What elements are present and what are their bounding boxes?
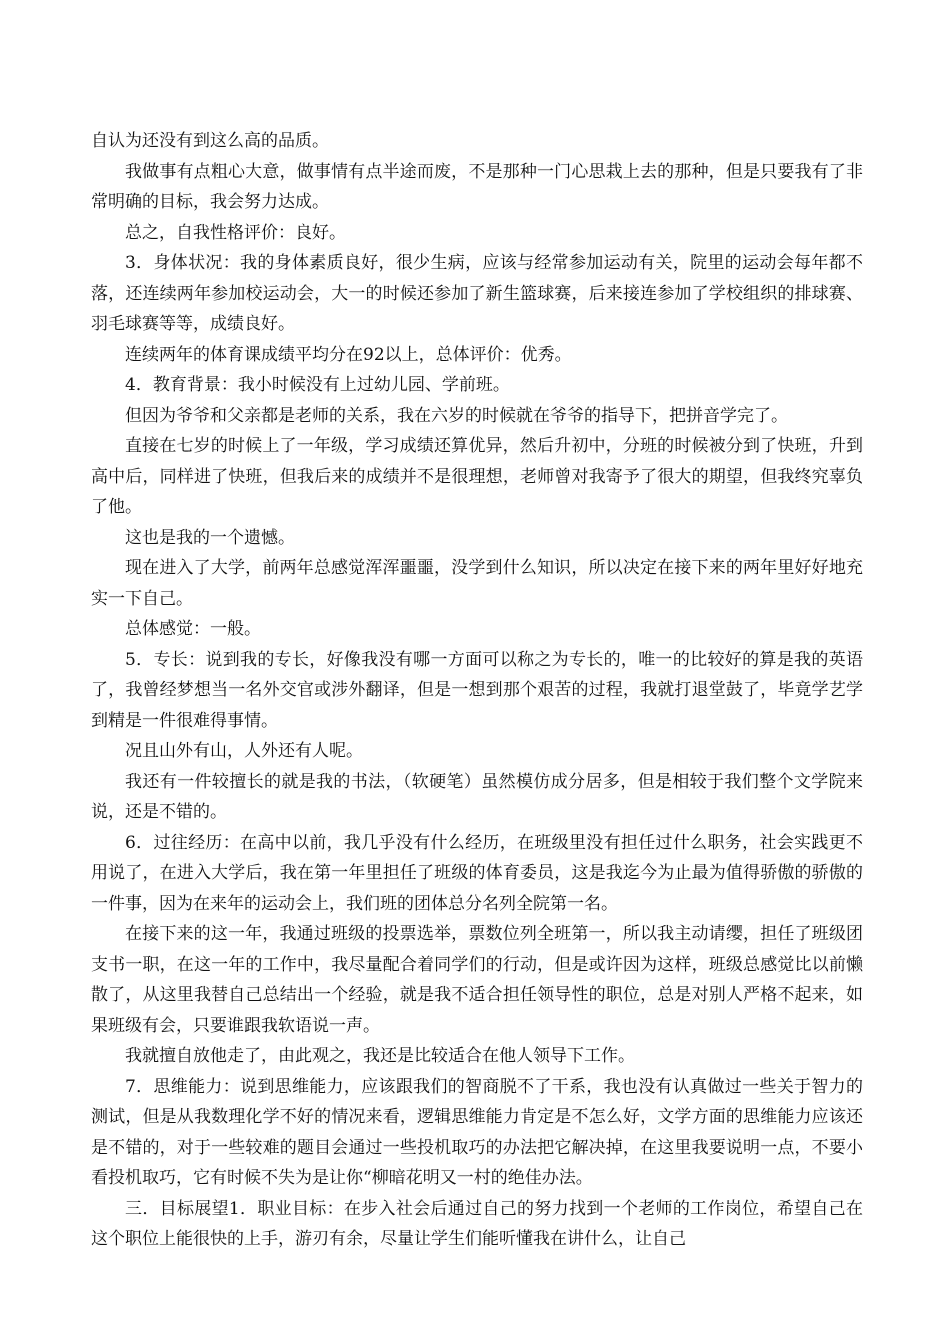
paragraph-19: 三．目标展望1．职业目标：在步入社会后通过自己的努力找到一个老师的工作岗位，希望自己在这个职位上能很快的上手，游刃有余，尽量让学生们能听懂我在讲什么，让自己	[91, 1198, 863, 1249]
paragraph-4: 3．身体状况：我的身体素质良好，很少生病，应该与经常参加运动有关，院里的运动会每年都不落，还连续两年参加校运动会，大一的时候还参加了新生篮球赛，后来接连参加了学校组织的排球赛、羽毛球赛等等，成绩良好。	[91, 253, 863, 334]
paragraph-10: 现在进入了大学，前两年总感觉浑浑噩噩，没学到什么知识，所以决定在接下来的两年里好好地充实一下自己。	[91, 558, 863, 609]
paragraph-13: 况且山外有山，人外还有人呢。	[125, 741, 363, 761]
paragraph-5: 连续两年的体育课成绩平均分在92以上，总体评价：优秀。	[125, 344, 572, 365]
paragraph-11: 总体感觉：一般。	[125, 619, 261, 639]
paragraph-15: 6．过往经历：在高中以前，我几乎没有什么经历，在班级里没有担任过什么职务，社会实践更不用说了，在进入大学后，我在第一年里担任了班级的体育委员，这是我迄今为止最为值得骄傲的骄傲的一件事，因为在来年的运动会上，我们班的团体总分名列全院第一名。	[91, 832, 863, 914]
paragraph-6: 4．教育背景：我小时候没有上过幼儿园、学前班。	[125, 375, 510, 395]
document-body	[91, 126, 863, 1255]
paragraph-2: 我做事有点粗心大意，做事情有点半途而废，不是那种一门心思栽上去的那种，但是只要我有了非常明确的目标，我会努力达成。	[91, 161, 863, 212]
paragraph-1: 自认为还没有到这么高的品质。	[91, 131, 329, 151]
paragraph-18: 7．思维能力：说到思维能力，应该跟我们的智商脱不了干系，我也没有认真做过一些关于智力的测试，但是从我数理化学不好的情况来看，逻辑思维能力肯定是不怎么好，文学方面的思维能力应该还是不错的，对于一些较难的题目会通过一些投机取巧的办法把它解决掉，在这里我要说明一点，不要小看投机取巧，它有时候不失为是让你“柳暗花明又一村的绝佳办法。	[91, 1076, 863, 1188]
paragraph-8: 直接在七岁的时候上了一年级，学习成绩还算优异，然后升初中，分班的时候被分到了快班，升到高中后，同样进了快班，但我后来的成绩并不是很理想，老师曾对我寄予了很大的期望，但我终究辜负了他。	[91, 436, 863, 517]
paragraph-9: 这也是我的一个遗憾。	[125, 527, 295, 548]
paragraph-12: 5．专长：说到我的专长，好像我没有哪一方面可以称之为专长的，唯一的比较好的算是我的英语了，我曾经梦想当一名外交官或涉外翻译，但是一想到那个艰苦的过程，我就打退堂鼓了，毕竟学艺学到精是一件很难得事情。	[91, 649, 863, 731]
paragraph-14: 我还有一件较擅长的就是我的书法，（软硬笔）虽然模仿成分居多，但是相较于我们整个文学院来说，还是不错的。	[91, 771, 863, 822]
paragraph-17: 我就擅自放他走了，由此观之，我还是比较适合在他人领导下工作。	[125, 1046, 635, 1066]
paragraph-16: 在接下来的这一年，我通过班级的投票选举，票数位列全班第一，所以我主动请缨，担任了班级团支书一职，在这一年的工作中，我尽量配合着同学们的行动，但是或许因为这样，班级总感觉比以前懒散了，从这里我替自己总结出一个经验，就是我不适合担任领导性的职位，总是对别人严格不起来，如果班级有会，只要谁跟我软语说一声。	[91, 924, 863, 1036]
paragraph-7: 但因为爷爷和父亲都是老师的关系，我在六岁的时候就在爷爷的指导下，把拼音学完了。	[125, 405, 788, 426]
paragraph-3: 总之，自我性格评价：良好。	[125, 222, 346, 243]
